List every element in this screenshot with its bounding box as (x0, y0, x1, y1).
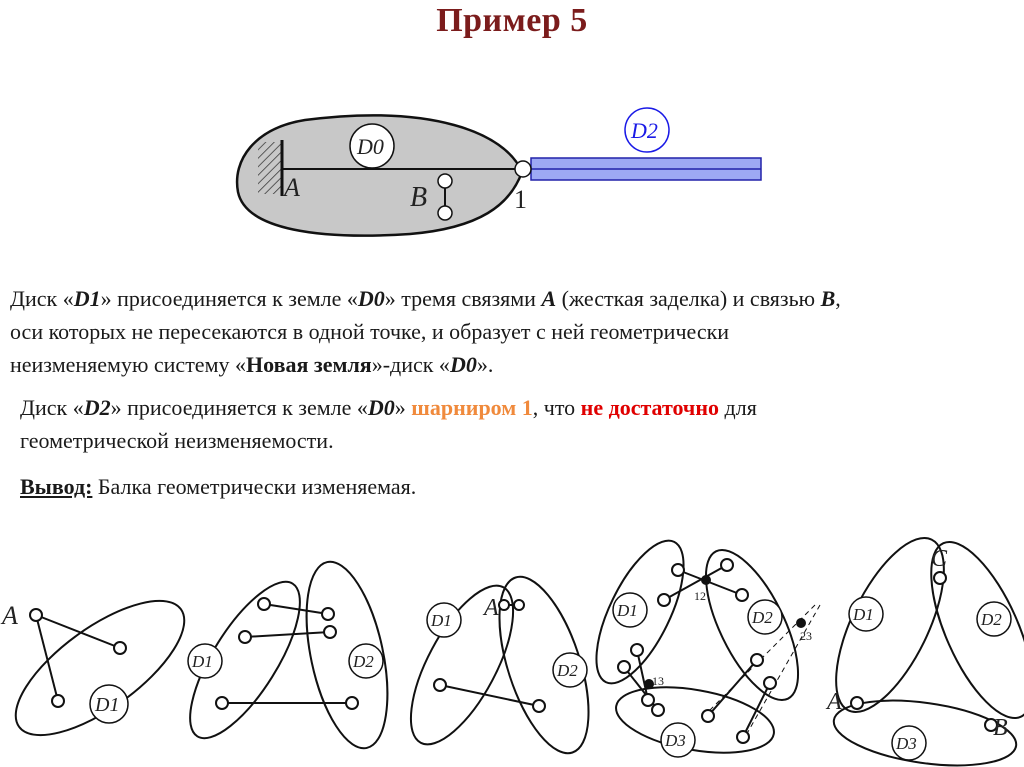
fig1-d1-label: D1 (95, 694, 120, 716)
fig4-13-label: 13 (652, 674, 664, 688)
fig2-link-1 (264, 604, 328, 614)
fig5-hinge-a (851, 697, 863, 709)
fig3-hinge-1 (499, 600, 509, 610)
fig4-23-label: 23 (800, 629, 812, 643)
fig3-disk-d1 (391, 571, 534, 758)
disk-d0-label: D0 (357, 134, 384, 159)
fig5-d1-label: D1 (853, 605, 874, 624)
fig4-12-label: 12 (694, 589, 706, 603)
fig1-hinge-a (30, 609, 42, 621)
fig4-hinge-5 (618, 661, 630, 673)
page-title: Пример 5 (436, 2, 588, 39)
fig2-disk-d2 (292, 555, 402, 756)
fig3-d2-label: D2 (557, 661, 578, 680)
fig5-hinge-c (934, 572, 946, 584)
fig2-d1-label: D1 (192, 652, 213, 671)
beam-d2-label: D2 (631, 118, 658, 143)
fig5-b-label: B (993, 715, 1008, 741)
fig5-c-label: C (931, 546, 948, 572)
fig4-hinge-10 (702, 710, 714, 722)
fig3-a-label: A (484, 595, 499, 621)
support-a-label: A (284, 173, 300, 202)
fig2-d2-label: D2 (353, 652, 374, 671)
fig1-link-2 (36, 615, 120, 648)
fig4-hinge-8 (642, 694, 654, 706)
paragraph-connection-d2: Диск «D2» присоединяется к земле «D0» шарниром 1, что не достаточно для геометрической неизменяемости. (20, 395, 757, 453)
fig2-hinge-6 (346, 697, 358, 709)
paragraph-conclusion: Вывод: Балка геометрически изменяемая. (20, 474, 417, 499)
fig4-hinge-7 (631, 644, 643, 656)
fig1-hinge-3 (114, 642, 126, 654)
fig5-a-label: A (827, 689, 842, 715)
fig3-d1-label: D1 (431, 611, 452, 630)
fig4-pole-12 (702, 576, 710, 584)
fig1-link-1 (36, 615, 58, 701)
fig4-hinge-12 (737, 731, 749, 743)
fig4-disk-d3 (611, 677, 779, 764)
figure-1 (0, 577, 204, 759)
fig2-hinge-5 (216, 697, 228, 709)
fig4-d3-label: D3 (665, 731, 686, 750)
fig4-hinge-3 (721, 559, 733, 571)
fig2-hinge-4 (324, 626, 336, 638)
fig4-link-6 (743, 683, 770, 737)
fig2-hinge-1 (258, 598, 270, 610)
fig4-d1-label: D1 (617, 601, 638, 620)
fig4-hinge-2 (736, 589, 748, 601)
fig4-hinge-1 (672, 564, 684, 576)
fig2-hinge-2 (322, 608, 334, 620)
link-b-label: B (410, 182, 428, 213)
hinge-1-label: 1 (514, 185, 527, 214)
fig4-hinge-6 (652, 704, 664, 716)
fig5-d2-label: D2 (981, 610, 1002, 629)
fig2-link-2 (245, 632, 330, 637)
figure-4 (579, 529, 820, 764)
fig3-hinge-2 (514, 600, 524, 610)
fig3-hinge-4 (533, 700, 545, 712)
fig1-disk-outline (0, 577, 204, 759)
fig1-a-label: A (2, 601, 18, 630)
fig3-link-2 (440, 685, 539, 706)
fig2-hinge-3 (239, 631, 251, 643)
fig4-hinge-4 (658, 594, 670, 606)
fig4-d2-label: D2 (752, 608, 773, 627)
fig1-hinge-2 (52, 695, 64, 707)
paragraph-connection-d1: Диск «D1» присоединяется к земле «D0» тремя связями A (жесткая заделка) и связью B, оси которых не пересекаются в одной точке, и образует с ней геометрически неизменяемую систему «Новая земля»-диск «D0». (10, 286, 841, 377)
fig4-hinge-11 (764, 677, 776, 689)
fig4-pole-23 (797, 619, 805, 627)
fig3-hinge-3 (434, 679, 446, 691)
fig5-d3-label: D3 (896, 734, 917, 753)
fig4-hinge-9 (751, 654, 763, 666)
